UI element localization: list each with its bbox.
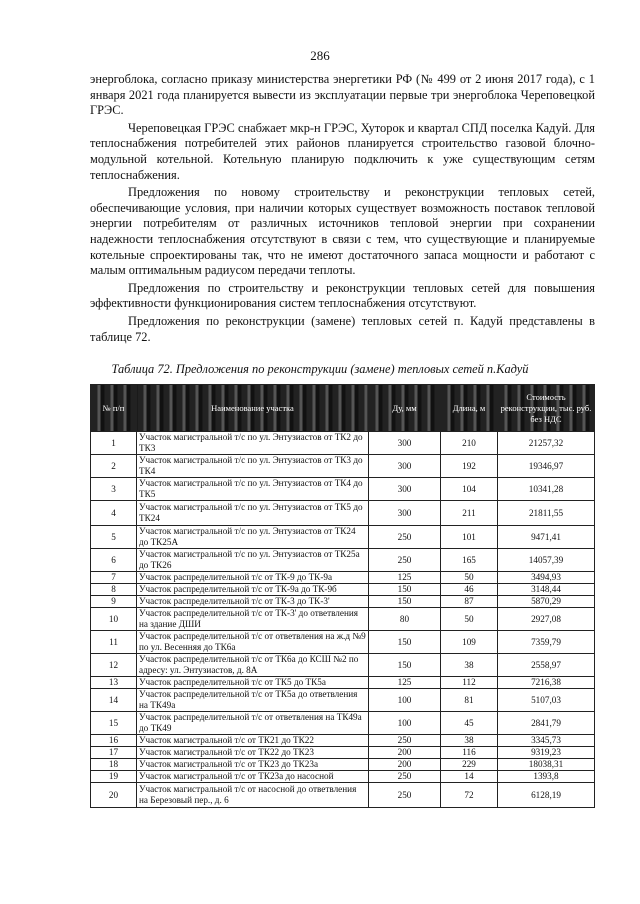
section-name-cell: Участок распределительной т/с от ТК6а до КСШ №2 по адресу: ул. Энтузиастов, д. 8А xyxy=(137,654,369,677)
diameter-cell: 150 xyxy=(369,596,441,608)
row-number-cell: 2 xyxy=(91,455,137,478)
section-name-cell: Участок магистральной т/с от насосной до ответвления на Березовый пер., д. 6 xyxy=(137,783,369,808)
reconstruction-table xyxy=(90,384,595,808)
table-row xyxy=(91,549,595,572)
cost-cell: 9471,41 xyxy=(498,526,595,549)
section-name-cell: Участок магистральной т/с по ул. Энтузиастов от ТК5 до ТК24 xyxy=(137,501,369,526)
header-cell: № п/п xyxy=(91,385,137,432)
cost-cell: 18038,31 xyxy=(498,759,595,771)
header-cell: Стоимость реконструкции, тыс. руб. без НДС xyxy=(498,385,595,432)
section-name-cell: Участок распределительной т/с от ТК5а до ответвления на ТК49а xyxy=(137,689,369,712)
diameter-cell: 150 xyxy=(369,631,441,654)
table-row xyxy=(91,654,595,677)
length-cell: 165 xyxy=(441,549,498,572)
table-row xyxy=(91,526,595,549)
diameter-cell: 200 xyxy=(369,747,441,759)
length-cell: 50 xyxy=(441,608,498,631)
cost-cell: 10341,28 xyxy=(498,478,595,501)
section-name-cell: Участок магистральной т/с по ул. Энтузиастов от ТК4 до ТК5 xyxy=(137,478,369,501)
table-row xyxy=(91,759,595,771)
paragraph: Предложения по реконструкции (замене) тепловых сетей п. Кадуй представлены в таблице 72. xyxy=(90,313,595,344)
section-name-cell: Участок распределительной т/с от ТК-9 до ТК-9а xyxy=(137,572,369,584)
row-number-cell: 11 xyxy=(91,631,137,654)
cost-cell: 21811,55 xyxy=(498,501,595,526)
diameter-cell: 80 xyxy=(369,608,441,631)
length-cell: 50 xyxy=(441,572,498,584)
length-cell: 46 xyxy=(441,584,498,596)
table-row xyxy=(91,771,595,783)
section-name-cell: Участок магистральной т/с по ул. Энтузиастов от ТК2 до ТК3 xyxy=(137,432,369,455)
body-text xyxy=(90,72,595,347)
cost-cell: 6128,19 xyxy=(498,783,595,808)
length-cell: 81 xyxy=(441,689,498,712)
diameter-cell: 150 xyxy=(369,584,441,596)
diameter-cell: 125 xyxy=(369,572,441,584)
row-number-cell: 14 xyxy=(91,689,137,712)
section-name-cell: Участок распределительной т/с от ТК-3' до ответвления на здание ДШИ xyxy=(137,608,369,631)
diameter-cell: 250 xyxy=(369,771,441,783)
row-number-cell: 1 xyxy=(91,432,137,455)
table-row xyxy=(91,608,595,631)
length-cell: 104 xyxy=(441,478,498,501)
table-row xyxy=(91,783,595,808)
cost-cell: 2927,08 xyxy=(498,608,595,631)
table-header-row xyxy=(91,385,595,432)
row-number-cell: 20 xyxy=(91,783,137,808)
table-row xyxy=(91,572,595,584)
length-cell: 101 xyxy=(441,526,498,549)
length-cell: 14 xyxy=(441,771,498,783)
cost-cell: 19346,97 xyxy=(498,455,595,478)
cost-cell: 7216,38 xyxy=(498,677,595,689)
row-number-cell: 10 xyxy=(91,608,137,631)
diameter-cell: 150 xyxy=(369,654,441,677)
row-number-cell: 7 xyxy=(91,572,137,584)
diameter-cell: 100 xyxy=(369,689,441,712)
table-row xyxy=(91,677,595,689)
row-number-cell: 13 xyxy=(91,677,137,689)
table-row xyxy=(91,478,595,501)
length-cell: 210 xyxy=(441,432,498,455)
table-row xyxy=(91,501,595,526)
table-row xyxy=(91,596,595,608)
table-row xyxy=(91,689,595,712)
diameter-cell: 300 xyxy=(369,501,441,526)
length-cell: 192 xyxy=(441,455,498,478)
header-cell: Наименование участка xyxy=(137,385,369,432)
table-row xyxy=(91,631,595,654)
diameter-cell: 250 xyxy=(369,783,441,808)
table-row xyxy=(91,432,595,455)
section-name-cell: Участок магистральной т/с по ул. Энтузиастов от ТК25а до ТК26 xyxy=(137,549,369,572)
cost-cell: 3494,93 xyxy=(498,572,595,584)
row-number-cell: 16 xyxy=(91,735,137,747)
length-cell: 87 xyxy=(441,596,498,608)
row-number-cell: 6 xyxy=(91,549,137,572)
row-number-cell: 5 xyxy=(91,526,137,549)
cost-cell: 21257,32 xyxy=(498,432,595,455)
diameter-cell: 250 xyxy=(369,549,441,572)
diameter-cell: 200 xyxy=(369,759,441,771)
diameter-cell: 100 xyxy=(369,712,441,735)
section-name-cell: Участок распределительной т/с от ответвления на ж.д №9 по ул. Весенняя до ТК6а xyxy=(137,631,369,654)
header-cell: Ду, мм xyxy=(369,385,441,432)
cost-cell: 14057,39 xyxy=(498,549,595,572)
length-cell: 229 xyxy=(441,759,498,771)
cost-cell: 3148,44 xyxy=(498,584,595,596)
length-cell: 109 xyxy=(441,631,498,654)
paragraph: энергоблока, согласно приказу министерства энергетики РФ (№ 499 от 2 июня 2017 года), с 1 января 2021 года планируется вывести из эксплуатации первые три энергоблока Череповецкой ГРЭС. xyxy=(90,72,595,118)
cost-cell: 2558,97 xyxy=(498,654,595,677)
section-name-cell: Участок магистральной т/с от ТК23 до ТК23а xyxy=(137,759,369,771)
cost-cell: 3345,73 xyxy=(498,735,595,747)
row-number-cell: 3 xyxy=(91,478,137,501)
table-row xyxy=(91,584,595,596)
paragraph: Предложения по строительству и реконструкции тепловых сетей для повышения эффективности функционирования систем теплоснабжения отсутствуют. xyxy=(90,280,595,311)
length-cell: 45 xyxy=(441,712,498,735)
section-name-cell: Участок магистральной т/с от ТК23а до насосной xyxy=(137,771,369,783)
paragraph: Череповецкая ГРЭС снабжает мкр-н ГРЭС, Хуторок и квартал СПД поселка Кадуй. Для теплоснабжения потребителей этих районов планируется строительство газовой блочно-модульной котельной. Котельную планирую подключить к уже существующим сетям теплоснабжения. xyxy=(90,120,595,182)
row-number-cell: 9 xyxy=(91,596,137,608)
length-cell: 211 xyxy=(441,501,498,526)
section-name-cell: Участок магистральной т/с по ул. Энтузиастов от ТК24 до ТК25А xyxy=(137,526,369,549)
row-number-cell: 4 xyxy=(91,501,137,526)
section-name-cell: Участок распределительной т/с от ТК-3 до ТК-3' xyxy=(137,596,369,608)
section-name-cell: Участок магистральной т/с от ТК22 до ТК23 xyxy=(137,747,369,759)
section-name-cell: Участок магистральной т/с по ул. Энтузиастов от ТК3 до ТК4 xyxy=(137,455,369,478)
table-row xyxy=(91,455,595,478)
paragraph: Предложения по новому строительству и реконструкции тепловых сетей, обеспечивающие условия, при наличии которых существует возможность поставок тепловой энергии потребителям от различных источников тепловой энергии при сохранении надежности теплоснабжения отсутствуют в связи с тем, что существующие и планируемые котельные спроектированы так, что не имеют достаточного запаса мощности и работают с малым оптимальным радиусом передачи теплоты. xyxy=(90,185,595,278)
length-cell: 116 xyxy=(441,747,498,759)
length-cell: 72 xyxy=(441,783,498,808)
diameter-cell: 125 xyxy=(369,677,441,689)
cost-cell: 2841,79 xyxy=(498,712,595,735)
section-name-cell: Участок магистральной т/с от ТК21 до ТК22 xyxy=(137,735,369,747)
diameter-cell: 300 xyxy=(369,432,441,455)
row-number-cell: 12 xyxy=(91,654,137,677)
page-number: 286 xyxy=(310,48,330,63)
length-cell: 112 xyxy=(441,677,498,689)
cost-cell: 5870,29 xyxy=(498,596,595,608)
cost-cell: 7359,79 xyxy=(498,631,595,654)
table-row xyxy=(91,747,595,759)
diameter-cell: 250 xyxy=(369,526,441,549)
cost-cell: 1393,8 xyxy=(498,771,595,783)
cost-cell: 9319,23 xyxy=(498,747,595,759)
row-number-cell: 15 xyxy=(91,712,137,735)
row-number-cell: 8 xyxy=(91,584,137,596)
table-row xyxy=(91,735,595,747)
header-cell: Длина, м xyxy=(441,385,498,432)
table-row xyxy=(91,712,595,735)
length-cell: 38 xyxy=(441,654,498,677)
row-number-cell: 18 xyxy=(91,759,137,771)
diameter-cell: 300 xyxy=(369,478,441,501)
length-cell: 38 xyxy=(441,735,498,747)
diameter-cell: 300 xyxy=(369,455,441,478)
section-name-cell: Участок распределительной т/с от ТК-9а до ТК-9б xyxy=(137,584,369,596)
row-number-cell: 19 xyxy=(91,771,137,783)
cost-cell: 5107,03 xyxy=(498,689,595,712)
table-caption: Таблица 72. Предложения по реконструкции (замене) тепловых сетей п.Кадуй xyxy=(111,362,529,376)
row-number-cell: 17 xyxy=(91,747,137,759)
section-name-cell: Участок распределительной т/с от ТК5 до ТК5а xyxy=(137,677,369,689)
section-name-cell: Участок распределительной т/с от ответвления на ТК49а до ТК49 xyxy=(137,712,369,735)
diameter-cell: 250 xyxy=(369,735,441,747)
